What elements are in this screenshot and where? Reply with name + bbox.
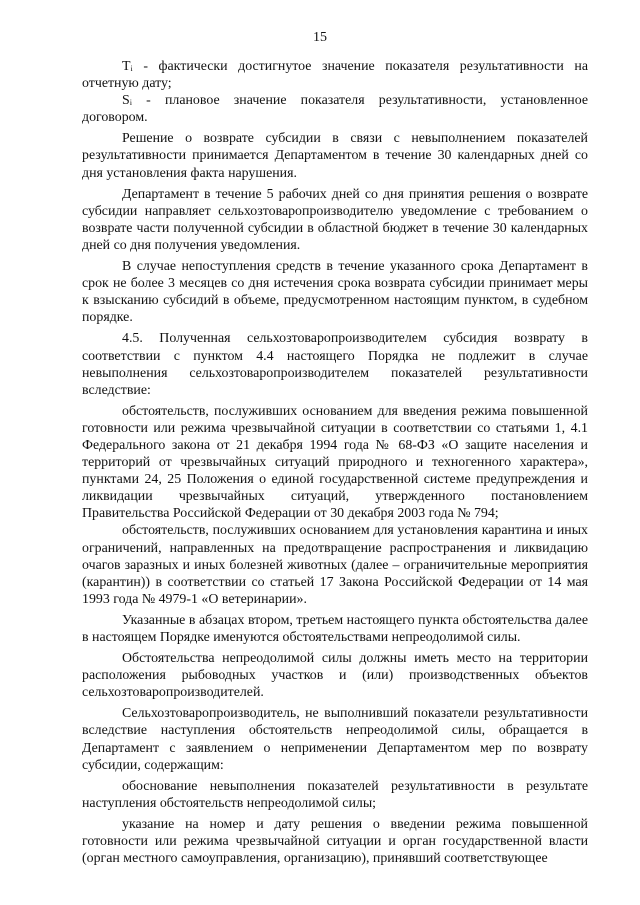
paragraph-department-notice: Департамент в течение 5 рабочих дней со дня принятия решения о возврате субсидии направляет сельхозтоваропроизводителю уведомление с требованием о возврате части полученной субсидии в областной бюджет в течение 30 календарных дней со дня получения уведомления. <box>82 186 588 253</box>
document-body <box>82 58 588 867</box>
page-number: 15 <box>313 30 327 45</box>
paragraph-justification: обоснование невыполнения показателей результативности в результате наступления обстоятельств непреодолимой силы; <box>82 778 588 811</box>
paragraph-return-decision: Решение о возврате субсидии в связи с невыполнением показателей результативности принимается Департаментом в течение 30 календарных дней со дня установления факта нарушения. <box>82 131 588 181</box>
paragraph-clause-4-5: 4.5. Полученная сельхозтоваропроизводителем субсидия возврату в соответствии с пунктом 4.4 настоящего Порядка не подлежит в случае невыполнения сельхозтоваропроизводителем показателей результативности вследствие: <box>82 331 588 398</box>
paragraph-application: Сельхозтоваропроизводитель, не выполнивший показатели результативности вследствие наступления обстоятельств непреодолимой силы, обращается в Департамент с заявлением о неприменении Департаментом мер по возврату субсидии, содержащим: <box>82 706 588 773</box>
paragraph-force-majeure-definition: Указанные в абзацах втором, третьем настоящего пункта обстоятельства далее в настоящем Порядке именуются обстоятельствами непреодолимой силы. <box>82 612 588 645</box>
paragraph-si-definition: Sᵢ - плановое значение показателя результативности, установленное договором. <box>82 93 588 126</box>
paragraph-ti-definition: Tᵢ - фактически достигнутое значение показателя результативности на отчетную дату; <box>82 59 588 92</box>
paragraph-decision-reference: указание на номер и дату решения о введении режима повышенной готовности или режима чрезвычайной ситуации и орган государственной власти (орган местного самоуправления, организацию), принявший соответствующее <box>82 816 588 867</box>
paragraph-force-majeure-territory: Обстоятельства непреодолимой силы должны иметь место на территории расположения рыбоводных участков и (или) производственных объектов сельхозтоваропроизводителей. <box>82 651 588 701</box>
paragraph-quarantine-circumstances: обстоятельств, послуживших основанием для установления карантина и иных ограничений, направленных на предотвращение распространения и ликвидацию очагов заразных и иных болезней животных (далее – ограничительные мероприятия (карантин)) в соответствии со статьей 17 Закона Российской Федерации от 14 мая 1993 года № 4979-1 «О ветеринарии». <box>82 523 588 607</box>
paragraph-non-receipt: В случае непоступления средств в течение указанного срока Департамент в срок не более 3 месяцев со дня истечения срока возврата субсидии принимает меры к взысканию субсидий в объеме, предусмотренном настоящим пунктом, в судебном порядке. <box>82 259 588 326</box>
paragraph-emergency-circumstances: обстоятельств, послуживших основанием для введения режима повышенной готовности или режима чрезвычайной ситуации в соответствии со статьями 1, 4.1 Федерального закона от 21 декабря 1994 года № 68-ФЗ «О защите населения и территорий от чрезвычайных ситуаций природного и техногенного характера», пунктами 24, 25 Положения о единой государственной системе предупреждения и ликвидации чрезвычайных ситуаций, утвержденного постановлением Правительства Российской Федерации от 30 декабря 2003 года № 794; <box>82 403 588 522</box>
